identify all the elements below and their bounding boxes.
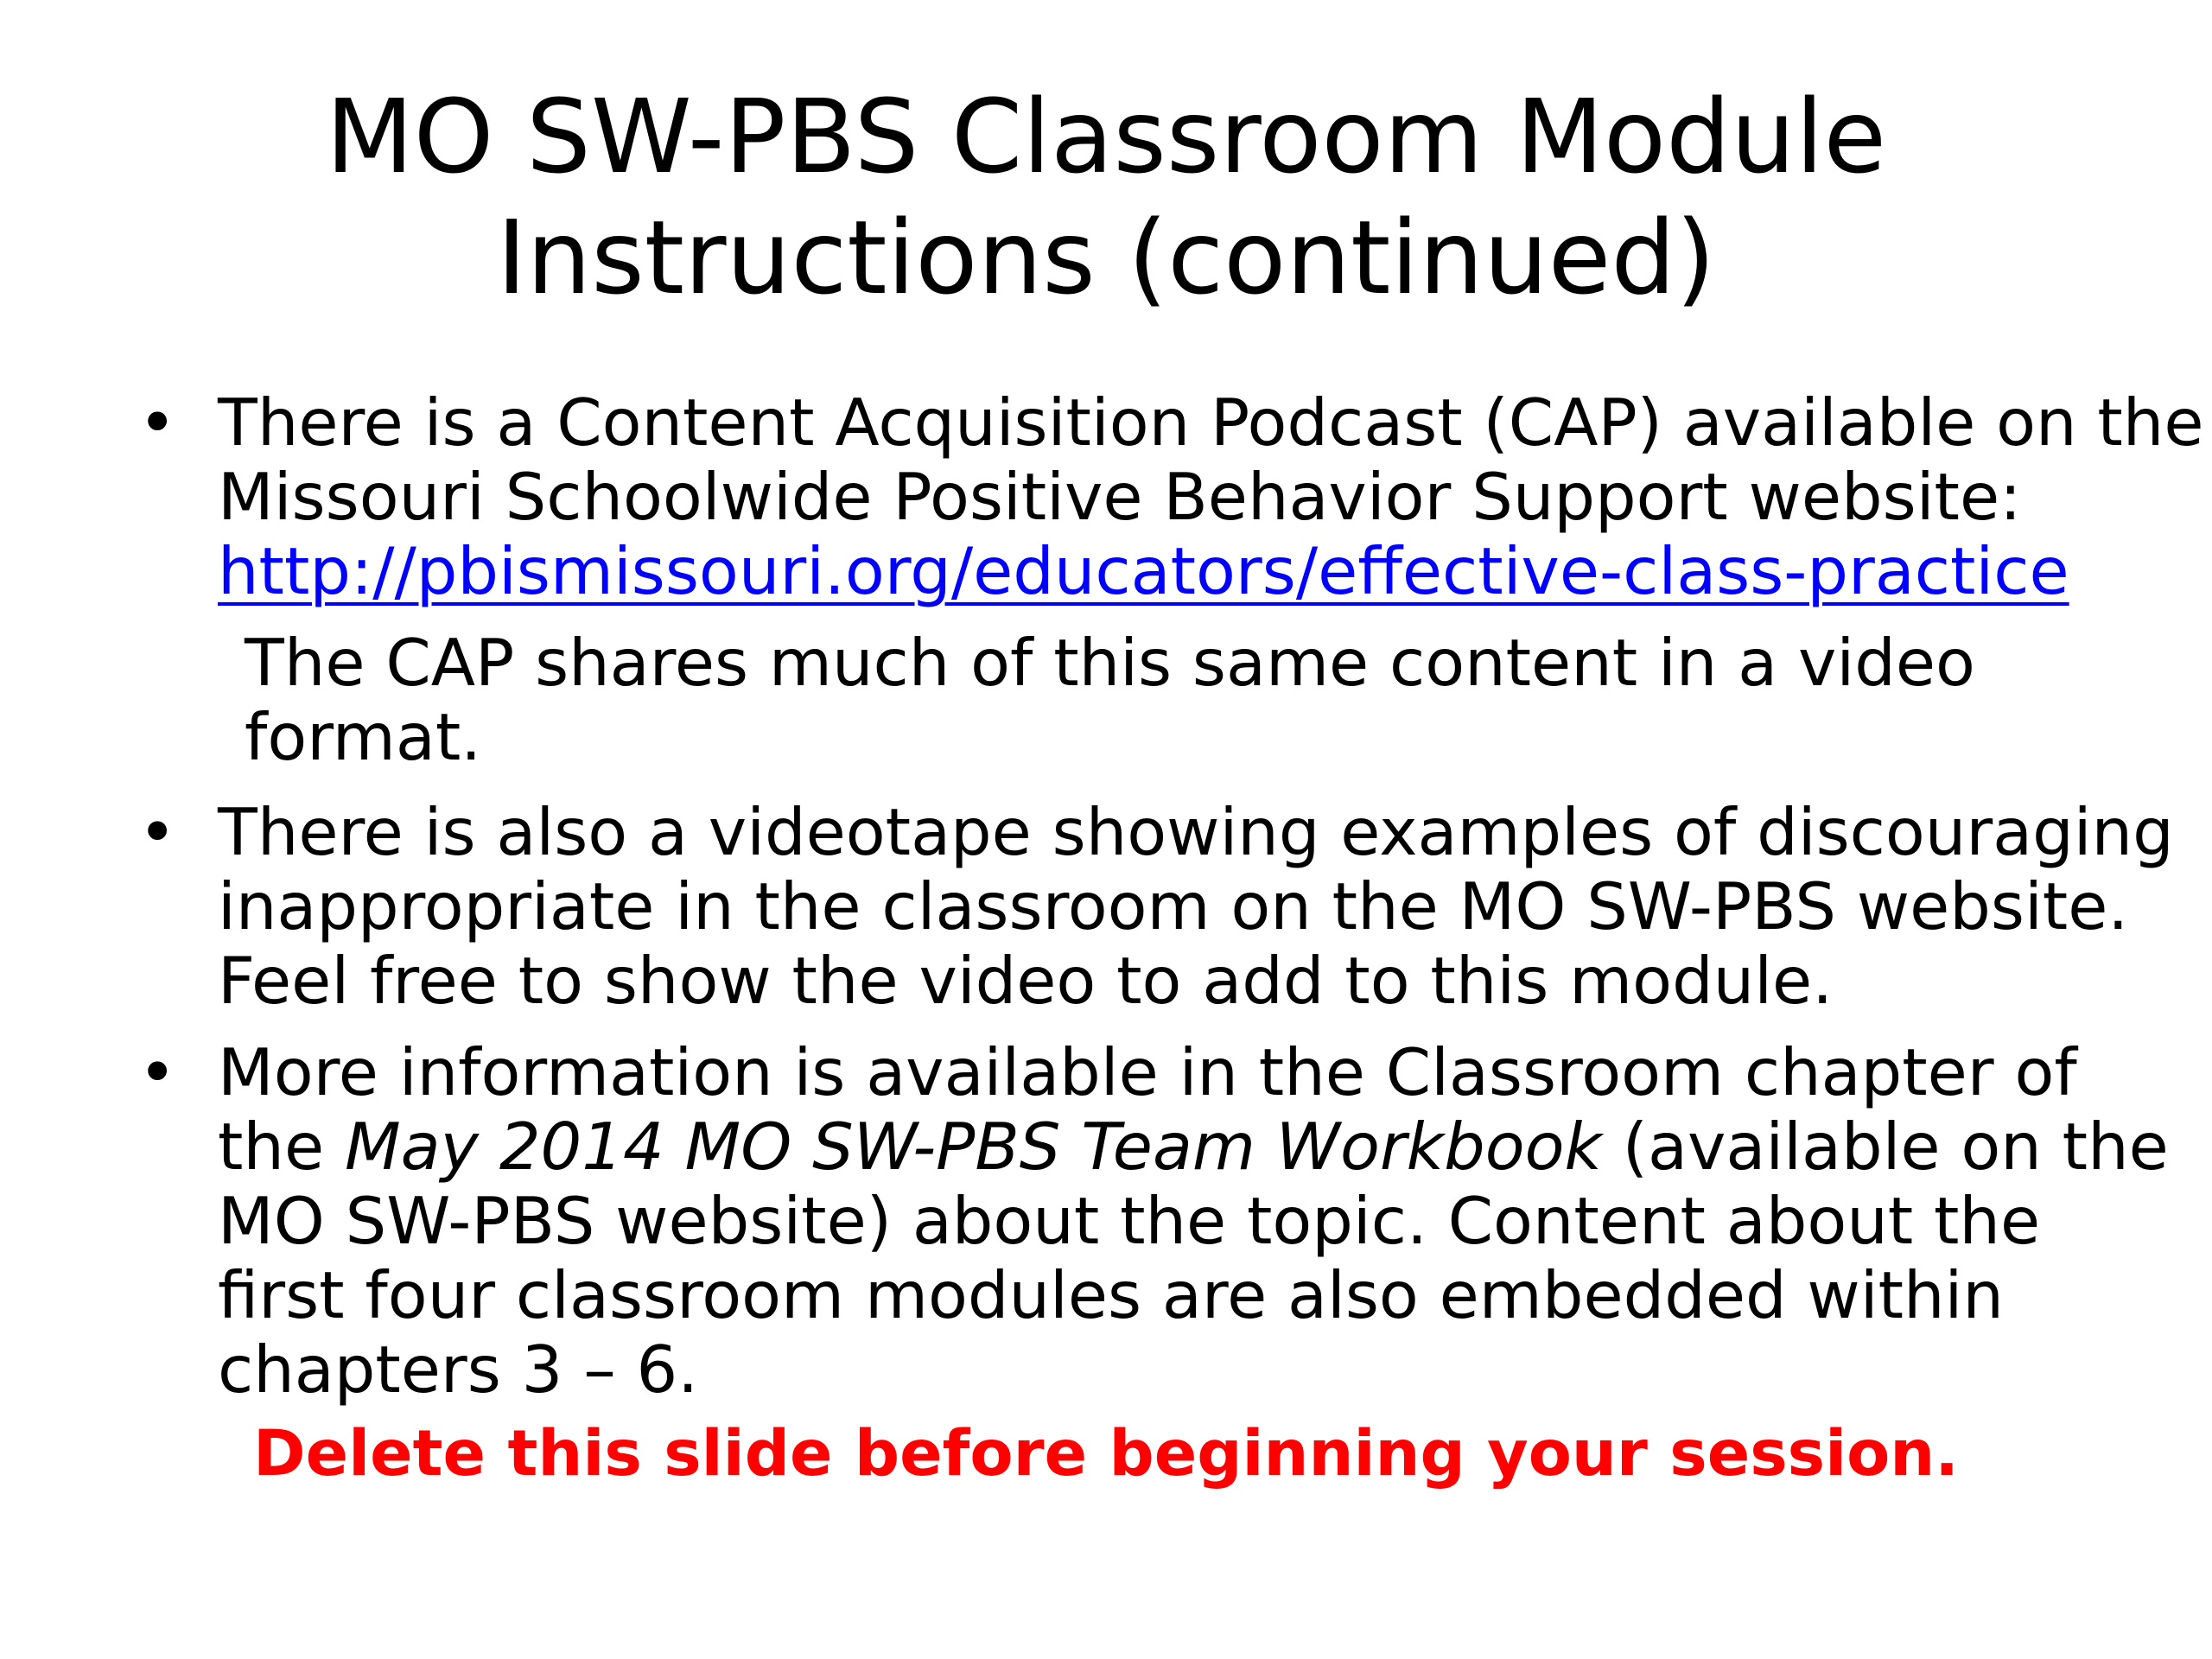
bullet-line: More information is available in the Classroom chapter of [218, 1034, 2077, 1110]
bullet-line-prefix: the [218, 1109, 345, 1185]
bullet-line: chapters 3 – 6. [218, 1332, 699, 1408]
bullet-line: There is also a videotape showing examples of discouraging [218, 794, 2174, 870]
bullet-text [218, 795, 2205, 1018]
bullet-line: first four classroom modules are also embedded within [218, 1257, 2004, 1333]
slide-title-line-2: Instructions (continued) [496, 198, 1716, 317]
bullet-line-suffix: (available on the [1601, 1109, 2169, 1185]
slide-title-line-1: MO SW-PBS Classroom Module [325, 77, 1887, 196]
bullet-line: inappropriate in the classroom on the MO SW-PBS website. [218, 868, 2129, 944]
bullet-line [218, 1109, 2205, 1184]
delete-slide-notice: Delete this slide before beginning your session. [253, 1417, 1959, 1491]
bullet-text [218, 385, 2205, 608]
bullet-line: There is a Content Acquisition Podcast (CAP) available on the [218, 385, 2204, 461]
bullet-text [218, 1035, 2205, 1407]
bullet-line: Missouri Schoolwide Positive Behavior Support website: [218, 459, 2022, 535]
bullet-line: Feel free to show the video to add to this module. [218, 943, 1834, 1019]
bullet-marker: • [138, 1034, 177, 1110]
pbis-missouri-link[interactable]: http://pbismissouri.org/educators/effective-class-practice [218, 533, 2069, 609]
cap-note-line: format. [245, 699, 482, 775]
bullet-marker: • [138, 794, 177, 870]
cap-note-line: The CAP shares much of this same content in a video [245, 625, 1975, 701]
slide-title [0, 76, 2212, 318]
workbook-title: May 2014 MO SW-PBS Team Workbook [344, 1109, 1602, 1185]
cap-note [245, 626, 2059, 774]
bullet-marker: • [138, 385, 177, 461]
bullet-line: MO SW-PBS website) about the topic. Content about the [218, 1183, 2041, 1259]
